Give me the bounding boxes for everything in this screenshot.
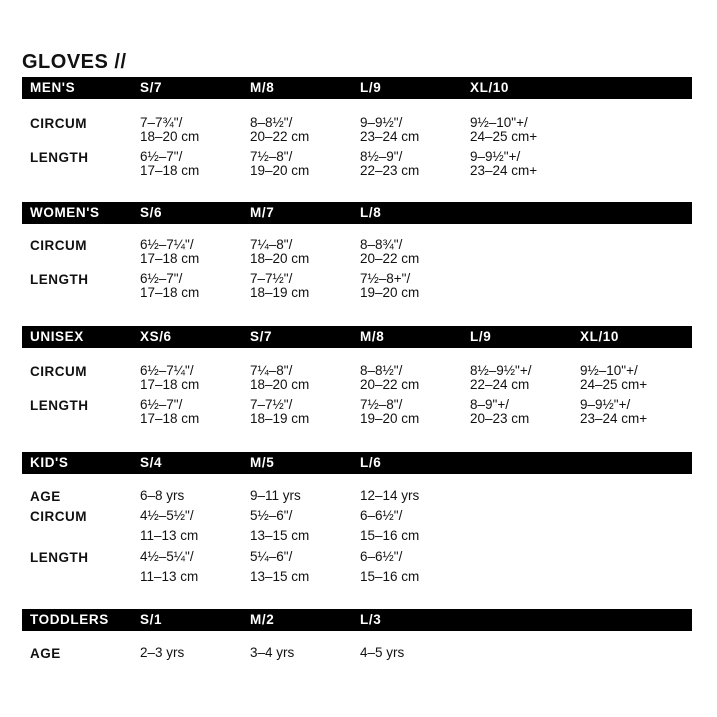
row-label: CIRCUM <box>30 364 87 379</box>
size-cell: 9–9½"/ 23–24 cm <box>360 115 420 144</box>
size-header: L/9 <box>360 80 382 95</box>
mens-section <box>22 77 692 178</box>
size-cell: 8½–9"/ 22–23 cm <box>360 149 420 178</box>
size-cell: 6½–7¼"/ 17–18 cm <box>140 237 200 266</box>
row-label: LENGTH <box>30 150 89 165</box>
kids-header-bar <box>22 452 692 474</box>
mens-header-bar <box>22 77 692 99</box>
size-cell: 7½–8"/ 19–20 cm <box>250 149 310 178</box>
size-header: L/8 <box>360 205 382 220</box>
row-label: LENGTH <box>30 550 89 565</box>
size-cell: 2–3 yrs <box>140 645 185 660</box>
page-title: GLOVES // <box>22 51 127 73</box>
toddlers-header-label: TODDLERS <box>30 612 109 627</box>
size-header: M/7 <box>250 205 275 220</box>
size-cell: 6½–7"/ 17–18 cm <box>140 149 200 178</box>
size-header: L/9 <box>470 329 492 344</box>
size-header: XL/10 <box>470 80 510 95</box>
size-header: M/8 <box>360 329 385 344</box>
size-cell: 6–6½"/ 15–16 cm <box>360 549 420 584</box>
kids-section <box>22 452 692 584</box>
size-cell: 9½–10"+/ 24–25 cm+ <box>470 115 538 144</box>
size-cell: 8–8½"/ 20–22 cm <box>360 363 420 392</box>
size-header: S/1 <box>140 612 163 627</box>
size-cell: 3–4 yrs <box>250 645 295 660</box>
size-cell: 4½–5½"/ 11–13 cm <box>140 508 199 543</box>
row-label: AGE <box>30 646 61 661</box>
size-cell: 8–8¾"/ 20–22 cm <box>360 237 420 266</box>
row-label: LENGTH <box>30 272 89 287</box>
size-header: L/6 <box>360 455 382 470</box>
size-cell: 9½–10"+/ 24–25 cm+ <box>580 363 648 392</box>
size-cell: 7½–8+"/ 19–20 cm <box>360 271 420 300</box>
size-cell: 9–9½"+/ 23–24 cm+ <box>470 149 538 178</box>
size-header: M/8 <box>250 80 275 95</box>
kids-header-label: KID'S <box>30 455 69 470</box>
womens-section <box>22 202 692 300</box>
size-cell: 5½–6"/ 13–15 cm <box>250 508 310 543</box>
unisex-header-bar <box>22 326 692 348</box>
womens-header-label: WOMEN'S <box>30 205 100 220</box>
row-label: CIRCUM <box>30 238 87 253</box>
row-label: LENGTH <box>30 398 89 413</box>
size-cell: 9–11 yrs <box>250 488 301 503</box>
row-label: CIRCUM <box>30 116 87 131</box>
row-label: AGE <box>30 489 61 504</box>
size-cell: 8–9"+/ 20–23 cm <box>470 397 530 426</box>
size-cell: 7¼–8"/ 18–20 cm <box>250 237 310 266</box>
size-cell: 8½–9½"+/ 22–24 cm <box>470 363 532 392</box>
size-cell: 7–7¾"/ 18–20 cm <box>140 115 200 144</box>
size-cell: 6–8 yrs <box>140 488 185 503</box>
size-cell: 4½–5¼"/ 11–13 cm <box>140 549 199 584</box>
mens-header-label: MEN'S <box>30 80 76 95</box>
size-header: S/7 <box>140 80 163 95</box>
size-header: XS/6 <box>140 329 172 344</box>
womens-header-bar <box>22 202 692 224</box>
size-cell: 7–7½"/ 18–19 cm <box>250 397 310 426</box>
size-header: M/5 <box>250 455 275 470</box>
size-header: S/4 <box>140 455 163 470</box>
size-cell: 5¼–6"/ 13–15 cm <box>250 549 310 584</box>
size-header: S/7 <box>250 329 273 344</box>
size-cell: 6½–7"/ 17–18 cm <box>140 271 200 300</box>
size-header: M/2 <box>250 612 275 627</box>
size-cell: 7¼–8"/ 18–20 cm <box>250 363 310 392</box>
row-label: CIRCUM <box>30 509 87 524</box>
toddlers-section <box>22 609 692 661</box>
size-cell: 8–8½"/ 20–22 cm <box>250 115 310 144</box>
size-cell: 6½–7¼"/ 17–18 cm <box>140 363 200 392</box>
size-header: XL/10 <box>580 329 620 344</box>
size-cell: 12–14 yrs <box>360 488 420 503</box>
size-cell: 4–5 yrs <box>360 645 405 660</box>
size-cell: 9–9½"+/ 23–24 cm+ <box>580 397 648 426</box>
unisex-header-label: UNISEX <box>30 329 84 344</box>
size-header: L/3 <box>360 612 382 627</box>
size-cell: 6–6½"/ 15–16 cm <box>360 508 420 543</box>
toddlers-header-bar <box>22 609 692 631</box>
size-cell: 6½–7"/ 17–18 cm <box>140 397 200 426</box>
size-cell: 7–7½"/ 18–19 cm <box>250 271 310 300</box>
size-header: S/6 <box>140 205 163 220</box>
size-cell: 7½–8"/ 19–20 cm <box>360 397 420 426</box>
unisex-section <box>22 326 692 426</box>
